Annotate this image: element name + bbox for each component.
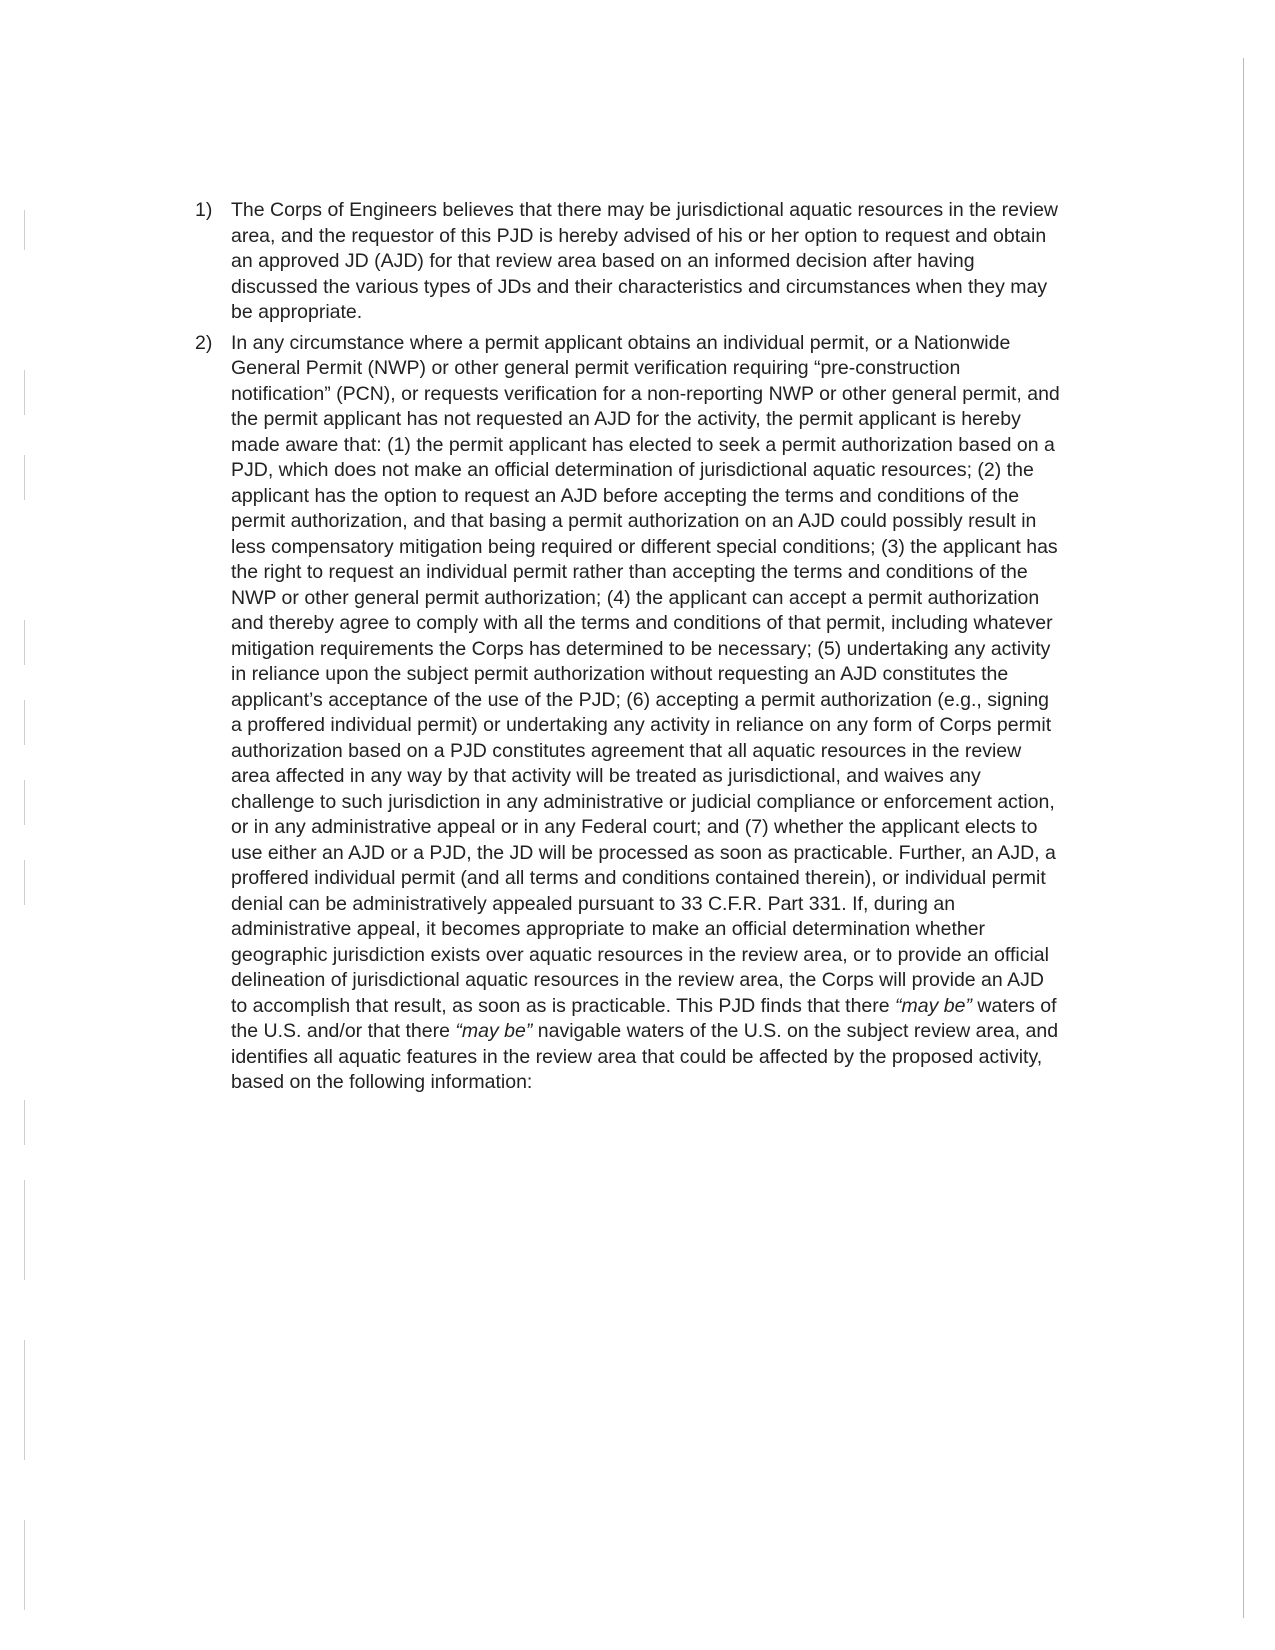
list-item-number: 2)	[195, 331, 213, 354]
scan-margin-mark	[24, 1180, 25, 1280]
scan-margin-mark	[24, 370, 25, 415]
paragraph-text: navigable waters of the U.S. on the subject review area, and identifies all aquatic features in the review area that could be affected by the proposed activity, based on the following information:	[231, 1020, 1059, 1093]
scan-margin-mark	[24, 700, 25, 745]
paragraph-text: In any circumstance where a permit applicant obtains an individual permit, or a Nationwide General Permit (NWP) or other general permit verification requiring “pre-construction notification” (PCN), or requests verification for a non-reporting NWP or other general permit, and the permit applicant has not requested an AJD for the activity, the permit applicant is hereby made aware that: (1) the permit applicant has elected to seek a permit authorization based on a PJD, which does not make an official determination of jurisdictional aquatic resources; (2) the applicant has the option to request an AJD before accepting the terms and conditions of the permit authorization, and that basing a permit authorization on an AJD could possibly result in less compensatory mitigation being required or different special conditions; (3) the applicant has the right to request an individual permit rather than accepting the terms and conditions of the NWP or other general permit authorization; (4) the applicant can accept a permit authorization and thereby agree to comply with all the terms and conditions of that permit, including whatever mitigation requirements the Corps has determined to be necessary; (5) undertaking any activity in reliance upon the subject permit authorization without requesting an AJD constitutes the applicant’s acceptance of the use of the PJD; (6) accepting a permit authorization (e.g., signing a proffered individual permit) or undertaking any activity in reliance on any form of Corps permit authorization based on a PJD constitutes agreement that all aquatic resources in the review area affected in any way by that activity will be treated as jurisdictional, and waives any challenge to such jurisdiction in any administrative or judicial compliance or enforcement action, or in any administrative appeal or in any Federal court; and (7) whether the applicant elects to use either an AJD or a PJD, the JD will be processed as soon as practicable. Further, an AJD, a proffered individual permit (and all terms and conditions contained therein), or individual permit denial can be administratively appealed pursuant to 33 C.F.R. Part 331. If, during an administrative appeal, it becomes appropriate to make an official determination whether geographic jurisdiction exists over aquatic resources in the review area, or to provide an official delineation of jurisdictional aquatic resources in the review area, the Corps will provide an AJD to accomplish that result, as soon as is practicable. This PJD finds that there	[231, 331, 1060, 1017]
scan-margin-mark	[24, 1100, 25, 1145]
scan-margin-mark	[24, 780, 25, 825]
scan-margin-mark	[24, 860, 25, 905]
emphasis-may-be: “may be”	[895, 994, 972, 1017]
scan-margin-mark	[24, 1520, 25, 1610]
list-item-text	[231, 331, 1065, 1096]
list-item-number: 1)	[195, 199, 213, 221]
scan-margin-mark	[24, 455, 25, 500]
list-item-2	[195, 331, 1065, 1096]
numbered-list	[195, 198, 1065, 1101]
scan-margin-mark	[24, 1340, 25, 1460]
list-item-text: The Corps of Engineers believes that there may be jurisdictional aquatic resources in the review area, and the requestor of this PJD is hereby advised of his or her option to request and obtain an approved JD (AJD) for that review area based on an informed decision after having discussed the various types of JDs and their characteristics and circumstances when they may be appropriate.	[231, 199, 1059, 323]
scan-margin-mark	[24, 210, 25, 250]
scan-margin-mark	[24, 620, 25, 665]
emphasis-may-be: “may be”	[455, 1020, 533, 1042]
list-item-1	[195, 198, 1065, 326]
paragraph-text: waters of the U.S. and/or that there	[231, 994, 1057, 1042]
scan-right-edge-line	[1243, 58, 1244, 1618]
